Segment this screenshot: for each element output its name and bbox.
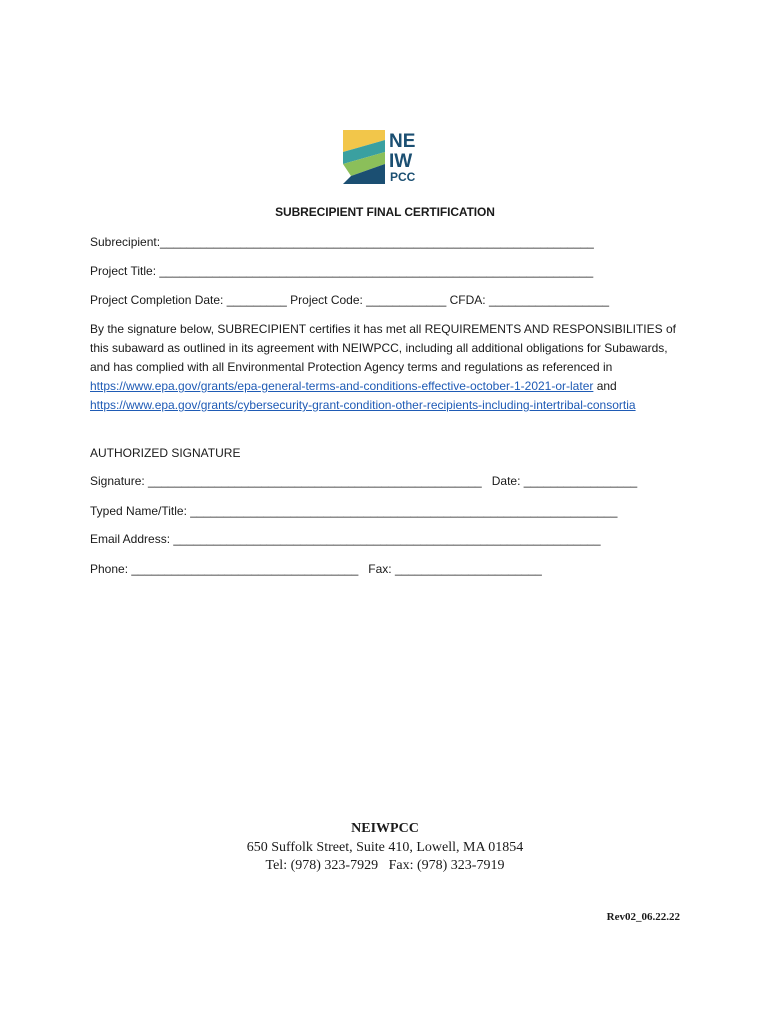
footer-address: 650 Suffolk Street, Suite 410, Lowell, MA 01854 [246, 840, 524, 855]
contact-row [90, 562, 542, 576]
logo-text-pcc: PCC [390, 170, 416, 184]
footer-fax: Fax: (978) 323-7919 [388, 858, 505, 873]
typed-name-field[interactable]: Typed Name/Title: ________________________________________________________________ [90, 504, 618, 518]
email-field[interactable]: Email Address: ________________________________________________________________ [90, 532, 601, 546]
project-title-field[interactable]: Project Title: _________________________________________________________________ [90, 264, 594, 278]
cfda-field[interactable]: CFDA: __________________ [449, 293, 610, 307]
revision-label: Rev02_06.22.22 [606, 911, 680, 923]
neiwpcc-logo [343, 130, 429, 184]
paragraph-and: and [593, 379, 617, 393]
document-title: SUBRECIPIENT FINAL CERTIFICATION [275, 205, 495, 219]
project-code-field[interactable]: Project Code: ____________ [290, 293, 447, 307]
project-details-row [90, 293, 609, 307]
signature-field[interactable]: Signature: __________________________________________________ [90, 474, 482, 488]
subrecipient-field[interactable]: Subrecipient:_________________________________________________________________ [90, 235, 594, 249]
completion-date-field[interactable]: Project Completion Date: _________ [90, 293, 287, 307]
epa-terms-link[interactable]: https://www.epa.gov/grants/epa-general-terms-and-conditions-effective-october-1-2021-or-later [90, 379, 594, 393]
logo-text-ne: NE [389, 131, 416, 152]
certification-paragraph [90, 320, 685, 415]
date-field[interactable]: Date: _________________ [491, 474, 638, 488]
footer-contact [0, 858, 770, 874]
paragraph-text: By the signature below, SUBRECIPIENT certifies it has met all REQUIREMENTS AND RESPONSIBILITIES of this subaward as outlined in its agreement with NEIWPCC, including all additional obligations for Subawards, and has complied with all Environmental Protection Agency terms and regulations as referenced in [90, 322, 676, 374]
footer-tel: Tel: (978) 323-7929 [265, 858, 379, 873]
cybersecurity-link[interactable]: https://www.epa.gov/grants/cybersecurity-grant-condition-other-recipients-including-intertribal-consortia [90, 398, 636, 412]
signature-row [90, 474, 637, 488]
footer-org-name: NEIWPCC [351, 821, 419, 836]
authorized-signature-heading: AUTHORIZED SIGNATURE [90, 446, 241, 460]
fax-field[interactable]: Fax: ______________________ [368, 562, 542, 576]
logo-text-iw: IW [389, 151, 413, 172]
phone-field[interactable]: Phone: __________________________________ [90, 562, 359, 576]
